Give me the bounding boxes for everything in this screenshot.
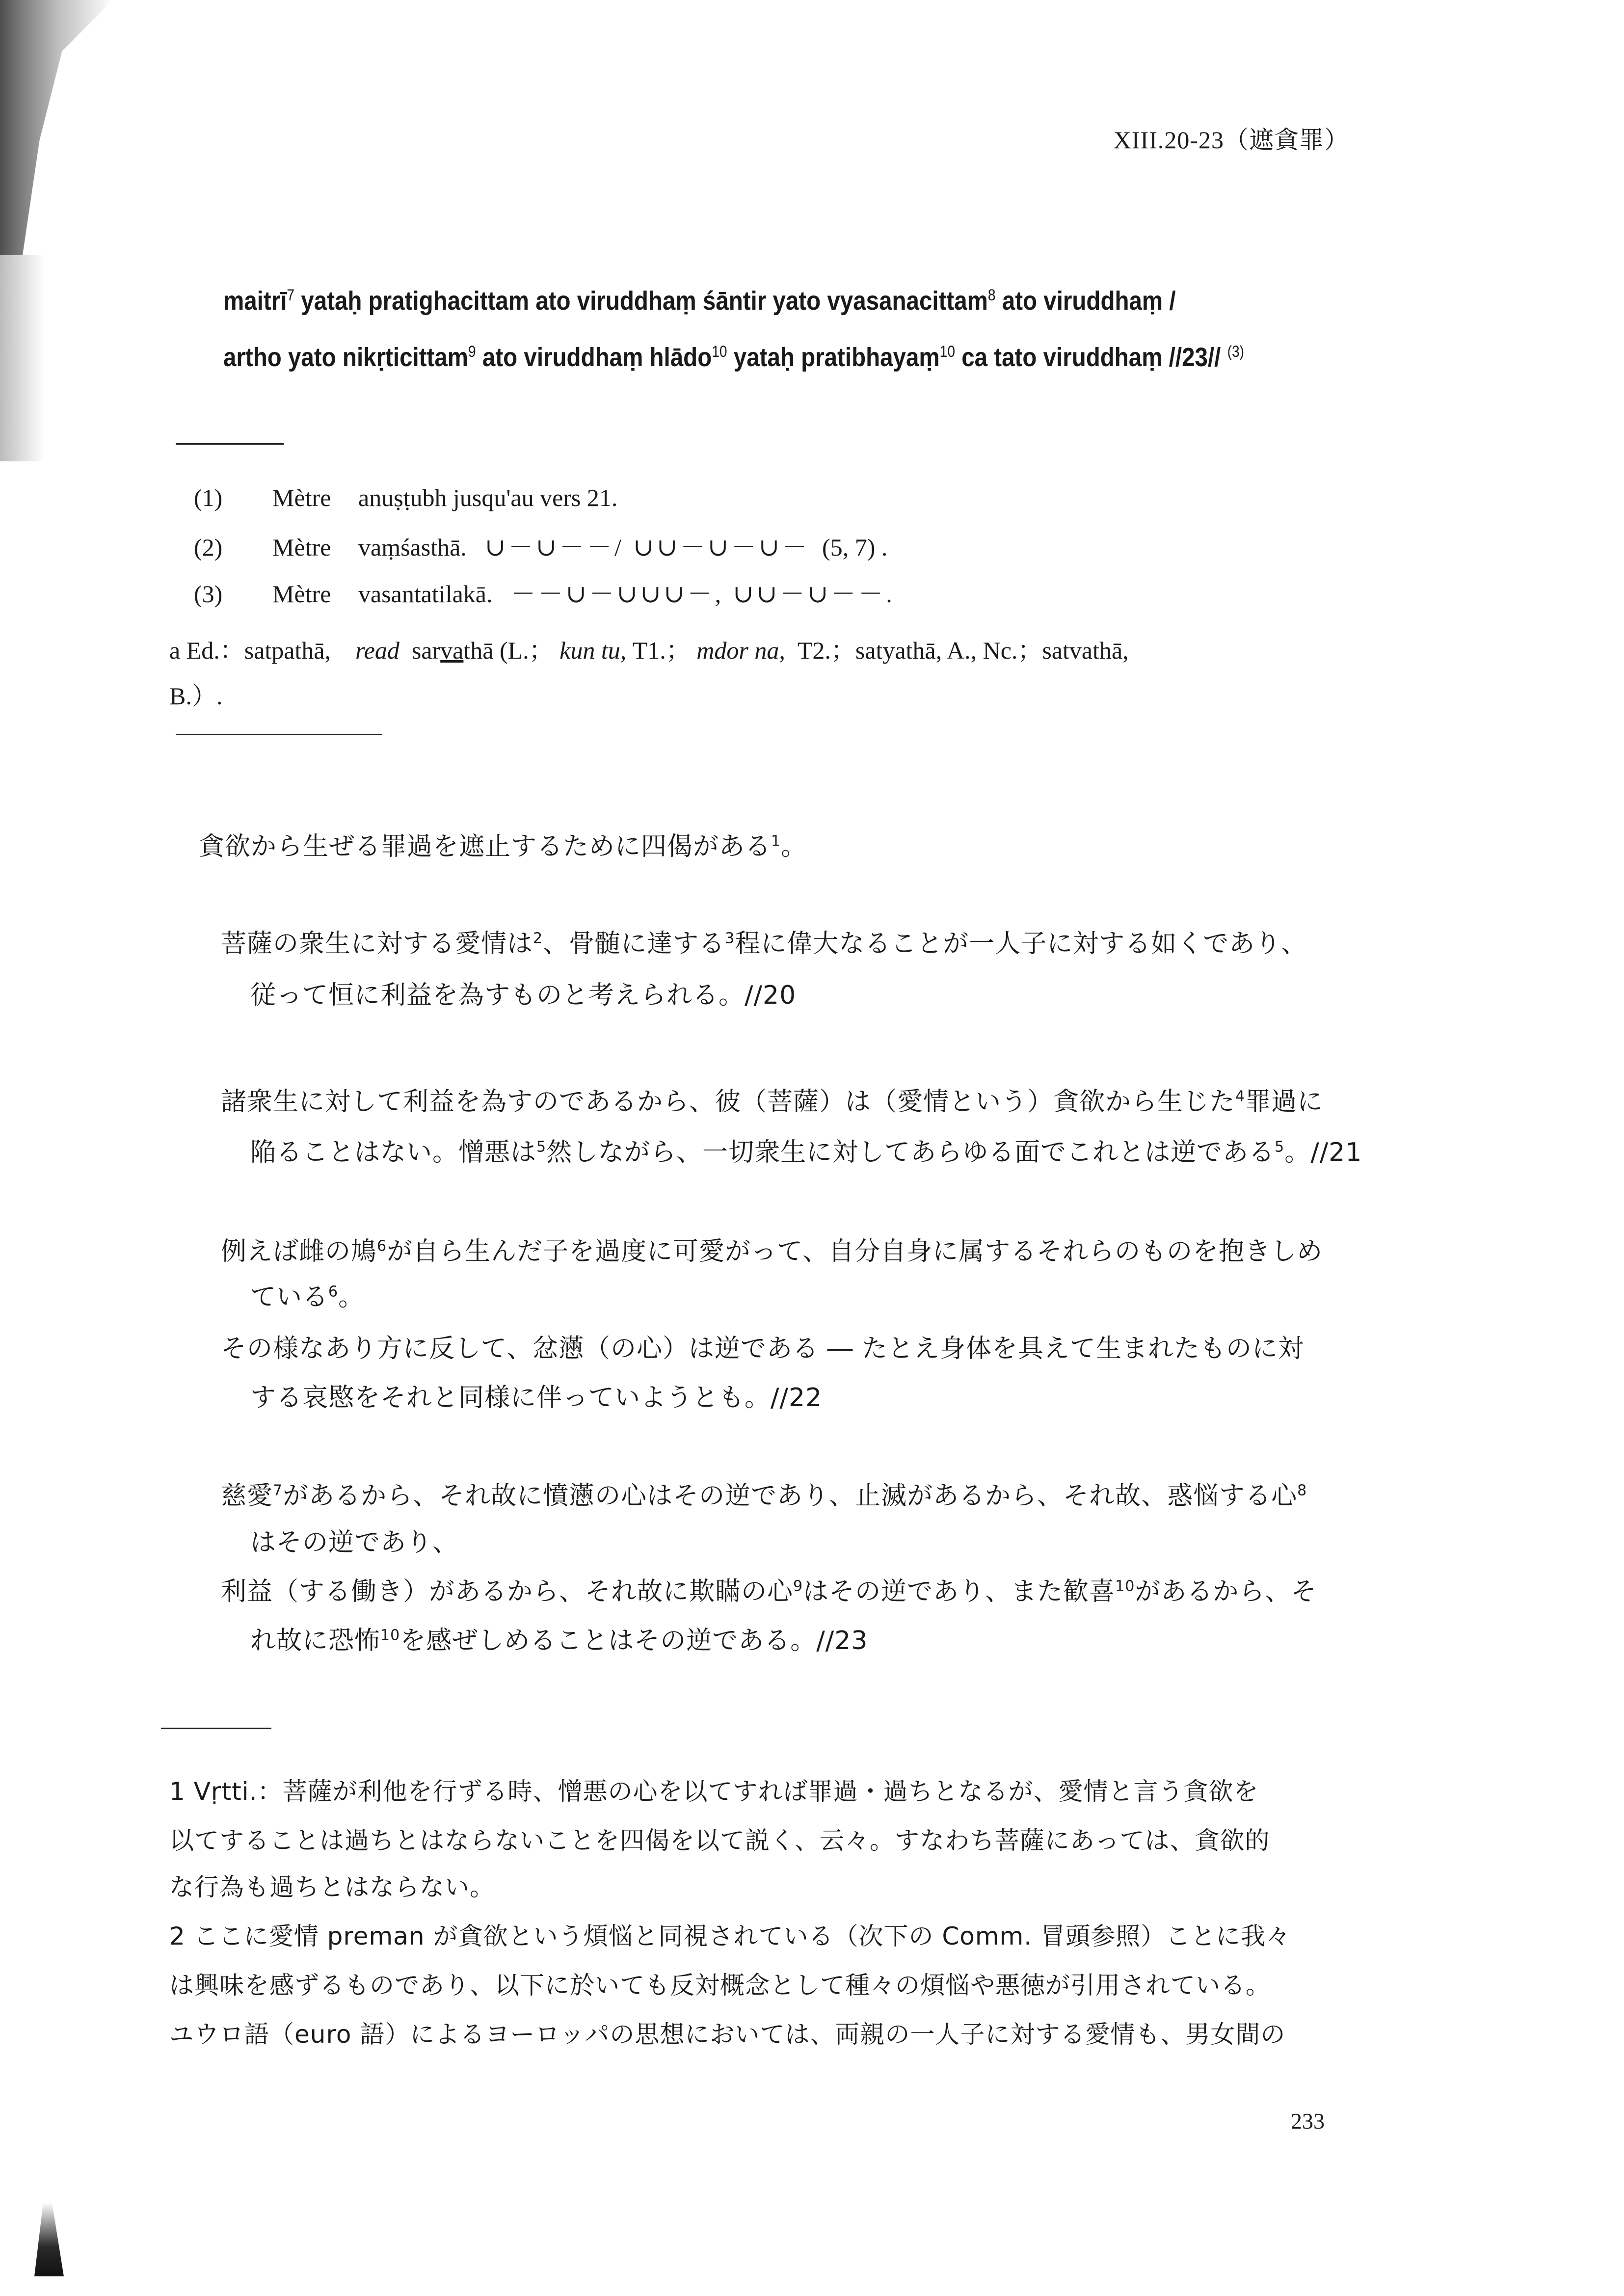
verse-21-line-2: 陥ることはない。憎悪は$^5$然しながら、一切衆生に対してあらゆる面でこれとは逆である$^5$。//21	[250, 1138, 1362, 1167]
verse-20-line-2: 従って恒に利益を為すものと考えられる。//20	[250, 981, 797, 1010]
footnote-1-line-2: 以てすることは過ちとはならないことを四偈を以て説く、云々。すなわち菩薩にあっては、貪欲的	[169, 1826, 1270, 1855]
note-3: (3) Mètre vasantatilakā. －－∪－∪∪∪－, ∪∪－∪－－.	[194, 580, 895, 608]
translation-intro: 貪欲から生ぜる罪過を遮止するために四偈がある$^1$。	[199, 832, 807, 861]
footnote-2-line-3: ユウロ語（euro 語）によるヨーロッパの思想においては、両親の一人子に対する愛情も、男女間の	[169, 2020, 1286, 2049]
variant-note: a Ed.：satpathā, read sarvathā (L.； kun tu, T1.； mdor na, T2.；satyathā, A., Nc.；satvathā,	[169, 637, 1129, 664]
verse-23-line-2: はその逆であり、	[250, 1528, 459, 1557]
footnote-2-line-2: は興味を感ずるものであり、以下に於いても反対概念として種々の煩悩や悪徳が引用されている。	[169, 1971, 1271, 2000]
footnote-separator-rule	[161, 1728, 271, 1729]
footnote-1-line-3: な行為も過ちとはならない。	[169, 1873, 495, 1901]
variant-note-cont: B.）.	[169, 682, 223, 710]
verse-20-line-1: 菩薩の衆生に対する愛情は$^2$、骨髄に達する$^3$程に偉大なることが一人子に対する如くであり、	[221, 929, 1307, 959]
verse-22-line-2: ている$^6$。	[250, 1282, 365, 1312]
note-2: (2) Mètre vaṃśasthā. ∪－∪－－/ ∪∪－∪－∪－ (5, 7) .	[194, 534, 888, 561]
page-number: 233	[1291, 2109, 1325, 2134]
verse-23-line-4: れ故に恐怖$^{10}$を感ぜしめることはその逆である。//23	[250, 1626, 868, 1655]
notes-end-rule	[176, 734, 382, 735]
sanskrit-verse-line-2: artho yato nikṛticittam$^9$ ato viruddhaṃ hlādo$^{10}$ yataḥ pratibhayaṃ$^{10}$ ca tato viruddhaṃ //23// $^{(3)}$	[223, 343, 1244, 372]
footnote-1-line-1: 1 Vṛtti.：菩薩が利他を行ずる時、憎悪の心を以てすれば罪過・過ちとなるが、愛情と言う貪欲を	[169, 1777, 1259, 1806]
verse-23-line-1: 慈愛$^7$があるから、それ故に憤懣の心はその逆であり、止滅があるから、それ故、惑悩する心$^8$	[221, 1481, 1307, 1511]
sanskrit-verse-line-1: maitrī$^7$ yataḥ pratighacittam ato viruddhaṃ śāntir yato vyasanacittam$^8$ ato viruddhaṃ /	[223, 286, 1176, 316]
verse-21-line-1: 諸衆生に対して利益を為すのであるから、彼（菩薩）は（愛情という）貪欲から生じた$^4$罪過に	[221, 1087, 1324, 1117]
verse-22-line-1: 例えば雌の鳩$^6$が自ら生んだ子を過度に可愛がって、自分自身に属するそれらのものを抱きしめ	[221, 1237, 1323, 1266]
scan-edge-shadow	[0, 0, 113, 255]
notes-separator-rule	[176, 443, 284, 445]
footnote-2-line-1: 2 ここに愛情 preman が貪欲という煩悩と同視されている（次下の Comm. 冒頭参照）ことに我々	[169, 1922, 1291, 1950]
note-1: (1) Mètre anuṣṭubh jusqu'au vers 21.	[194, 484, 618, 511]
verse-22-line-4: する哀愍をそれと同様に伴っていようとも。//22	[250, 1383, 823, 1413]
scan-corner-mark	[34, 2203, 64, 2276]
verse-23-line-3: 利益（する働き）があるから、それ故に欺瞞の心$^9$はその逆であり、また歓喜$^{10}$があるから、そ	[221, 1577, 1317, 1606]
running-header: XIII.20-23（遮貪罪）	[1113, 126, 1349, 154]
scan-edge-shadow-lower	[0, 255, 44, 461]
verse-22-line-3: その様なあり方に反して、忿懣（の心）は逆である ― たとえ身体を具えて生まれたものに対	[221, 1334, 1305, 1363]
